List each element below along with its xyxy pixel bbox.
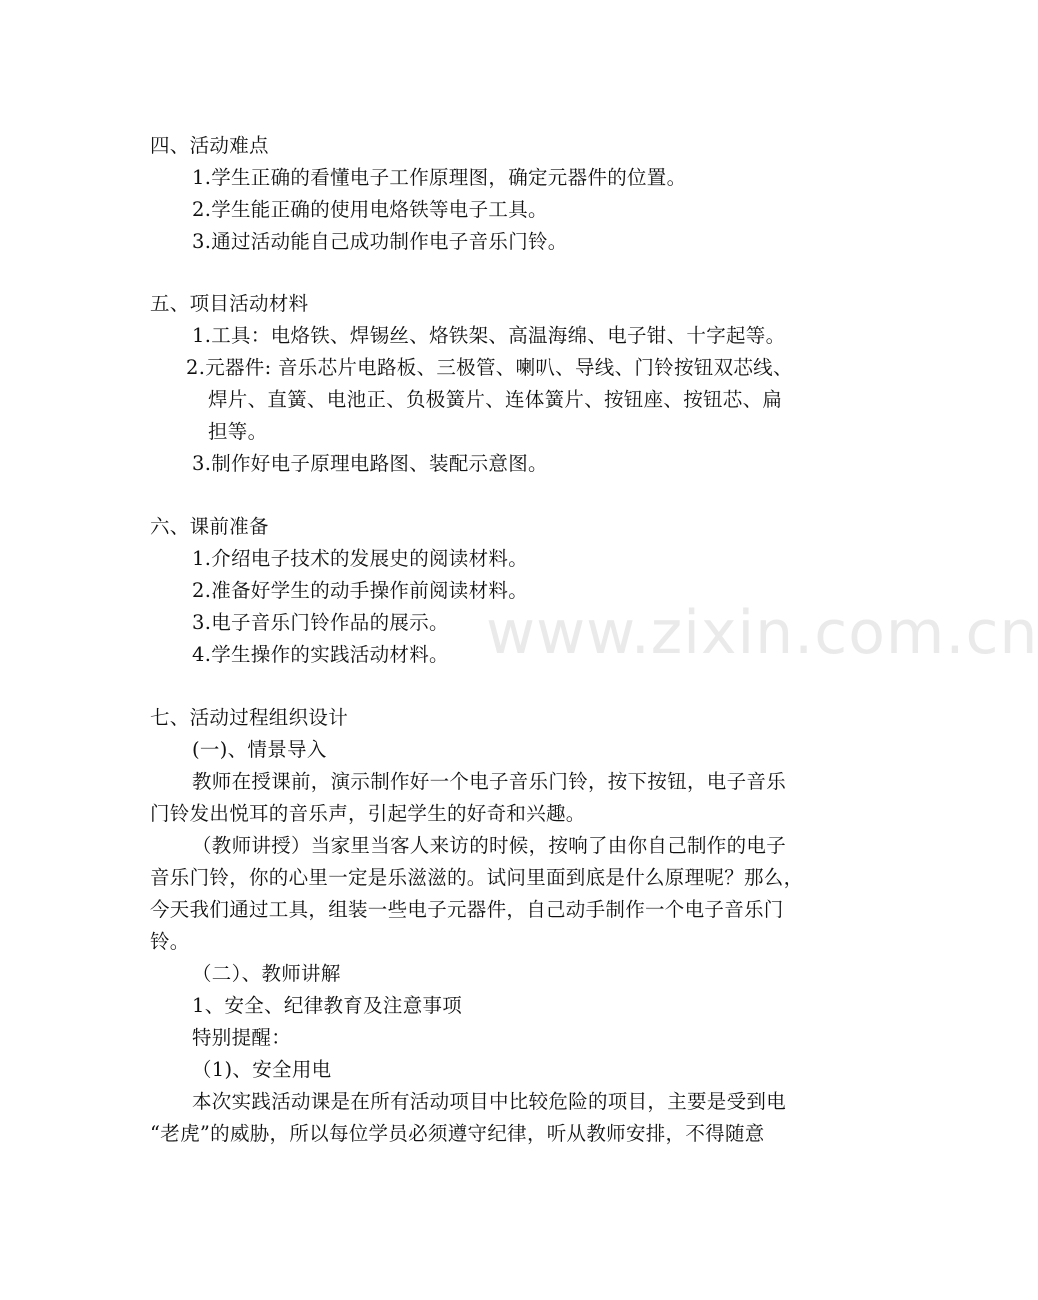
list-item-continuation: 担等。 [208,420,268,443]
paragraph-line: “老虎”的威胁，所以每位学员必须遵守纪律，听从教师安排，不得随意 [150,1122,765,1145]
list-item: 1.工具：电烙铁、焊锡丝、烙铁架、高温海绵、电子钳、十字起等。 [192,324,786,347]
list-item: 3.电子音乐门铃作品的展示。 [192,611,449,634]
paragraph-line: 门铃发出悦耳的音乐声，引起学生的好奇和兴趣。 [150,802,586,825]
section-heading-process: 七、活动过程组织设计 [150,706,349,729]
section-heading-difficulties: 四、活动难点 [150,134,269,157]
section-heading-preparation: 六、课前准备 [150,515,269,538]
paragraph-line: 今天我们通过工具，组装一些电子元器件，自己动手制作一个电子音乐门 [150,898,784,921]
section-heading-materials: 五、项目活动材料 [150,292,309,315]
subheading: （1)、安全用电 [192,1058,332,1081]
list-item: 3.制作好电子原理电路图、装配示意图。 [192,452,548,475]
list-item: 2.学生能正确的使用电烙铁等电子工具。 [192,198,548,221]
paragraph-line: 1、安全、纪律教育及注意事项 [192,994,463,1017]
list-item: 4.学生操作的实践活动材料。 [192,643,449,666]
paragraph-line: （教师讲授）当家里当客人来访的时候，按响了由你自己制作的电子 [192,834,787,857]
list-item: 2.准备好学生的动手操作前阅读材料。 [192,579,529,602]
paragraph-line: 铃。 [150,930,190,953]
subheading: （二）、教师讲解 [192,962,341,985]
list-item: 3.通过活动能自己成功制作电子音乐门铃。 [192,230,568,253]
subheading: (一)、情景导入 [192,738,327,761]
list-item: 1.介绍电子技术的发展史的阅读材料。 [192,547,529,570]
paragraph-line: 本次实践活动课是在所有活动项目中比较危险的项目，主要是受到电 [192,1090,787,1113]
list-item: 2.元器件: 音乐芯片电路板、三极管、喇叭、导线、门铃按钮双芯线、 [186,356,793,379]
paragraph-line: 教师在授课前，演示制作好一个电子音乐门铃，按下按钮，电子音乐 [192,770,787,793]
list-item: 1.学生正确的看懂电子工作原理图，确定元器件的位置。 [192,166,687,189]
watermark: www.zixin.com.cn [486,598,1038,668]
paragraph-line: 音乐门铃，你的心里一定是乐滋滋的。试问里面到底是什么原理呢？那么， [150,866,804,889]
paragraph-line: 特别提醒： [192,1026,292,1049]
list-item-continuation: 焊片、直簧、电池正、负极簧片、连体簧片、按钮座、按钮芯、扁 [208,388,783,411]
